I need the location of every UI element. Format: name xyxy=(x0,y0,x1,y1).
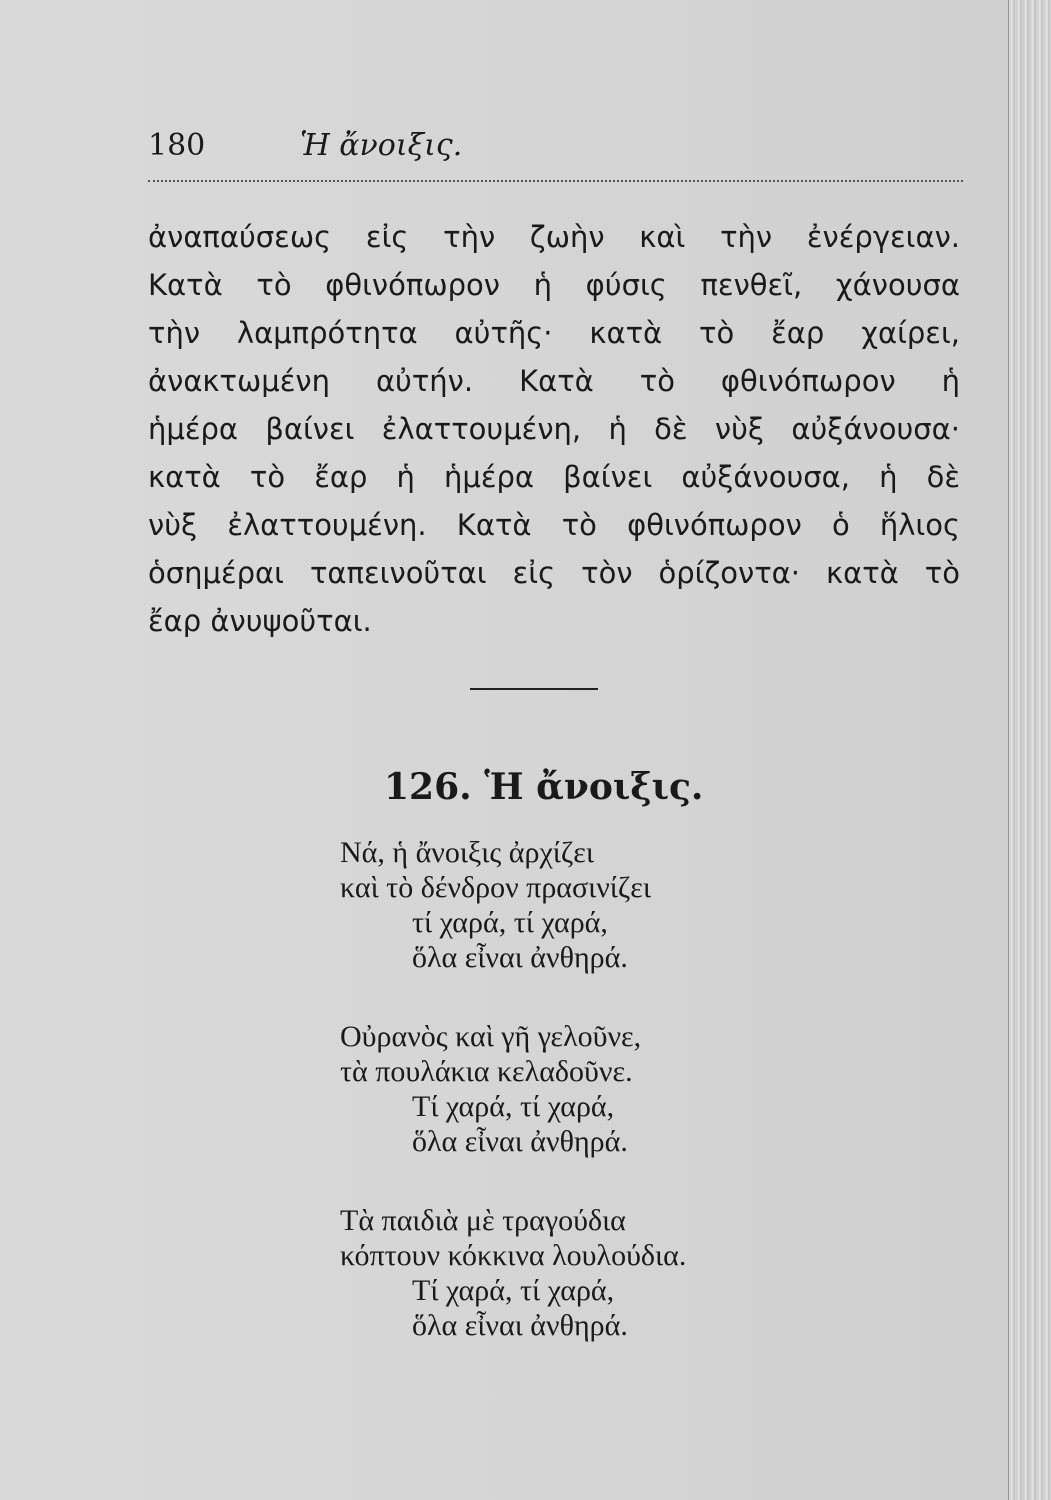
verse-line: ὅλα εἶναι ἀνθηρά. xyxy=(412,941,628,974)
page-edge xyxy=(1008,0,1051,1500)
verse-line: ὅλα εἶναι ἀνθηρά. xyxy=(412,1125,628,1158)
prose-line: κατὰ τὸ ἔαρ ἡ ἡμέρα βαίνει αὐξάνουσα, ἡ δὲ xyxy=(148,460,960,494)
verse-line: τί χαρά, τί χαρά, xyxy=(412,906,608,939)
verse-line: Νά, ἡ ἄνοιξις ἀρχίζει xyxy=(340,836,594,869)
prose-line: ἔαρ ἀνυψοῦται. xyxy=(148,604,372,638)
section-separator xyxy=(470,688,598,690)
verse-line: Τί χαρά, τί χαρά, xyxy=(412,1090,615,1123)
poem xyxy=(340,835,800,1387)
verse-line: καὶ τὸ δένδρον πρασινίζει xyxy=(340,871,651,904)
poem-title: 126. Ἡ ἄνοιξις. xyxy=(384,766,704,808)
poem-stanza xyxy=(340,1203,800,1343)
verse-line: τὰ πουλάκια κελαδοῦνε. xyxy=(340,1055,633,1088)
prose-line: ὁσημέραι ταπεινοῦται εἰς τὸν ὁρίζοντα· κατὰ τὸ xyxy=(148,556,960,590)
prose-line: ἀναπαύσεως εἰς τὴν ζωὴν καὶ τὴν ἐνέργειαν. xyxy=(148,220,960,254)
poem-stanza xyxy=(340,1019,800,1159)
verse-line: κόπτουν κόκκινα λουλούδια. xyxy=(340,1239,687,1272)
prose-line: τὴν λαμπρότητα αὐτῆς· κατὰ τὸ ἔαρ χαίρει, xyxy=(148,316,960,350)
verse-line: ὅλα εἶναι ἀνθηρά. xyxy=(412,1309,628,1342)
page-header xyxy=(148,128,958,168)
prose-line: ἡμέρα βαίνει ἐλαττουμένη, ἡ δὲ νὺξ αὐξάνουσα· xyxy=(148,412,960,446)
running-title: Ἡ ἄνοιξις. xyxy=(300,128,463,163)
page-number: 180 xyxy=(148,128,206,163)
header-rule xyxy=(148,180,963,182)
poem-stanza xyxy=(340,835,800,975)
prose-paragraph xyxy=(148,213,960,645)
verse-line: Οὐρανὸς καὶ γῆ γελοῦνε, xyxy=(340,1020,642,1053)
prose-line: ἀνακτωμένη αὐτήν. Κατὰ τὸ φθινόπωρον ἡ xyxy=(148,364,960,398)
prose-line: νὺξ ἐλαττουμένη. Κατὰ τὸ φθινόπωρον ὁ ἥλιος xyxy=(148,508,960,542)
prose-line: Κατὰ τὸ φθινόπωρον ἡ φύσις πενθεῖ, χάνουσα xyxy=(148,268,960,302)
verse-line: Τὰ παιδιὰ μὲ τραγούδια xyxy=(340,1204,626,1237)
verse-line: Τί χαρά, τί χαρά, xyxy=(412,1274,615,1307)
